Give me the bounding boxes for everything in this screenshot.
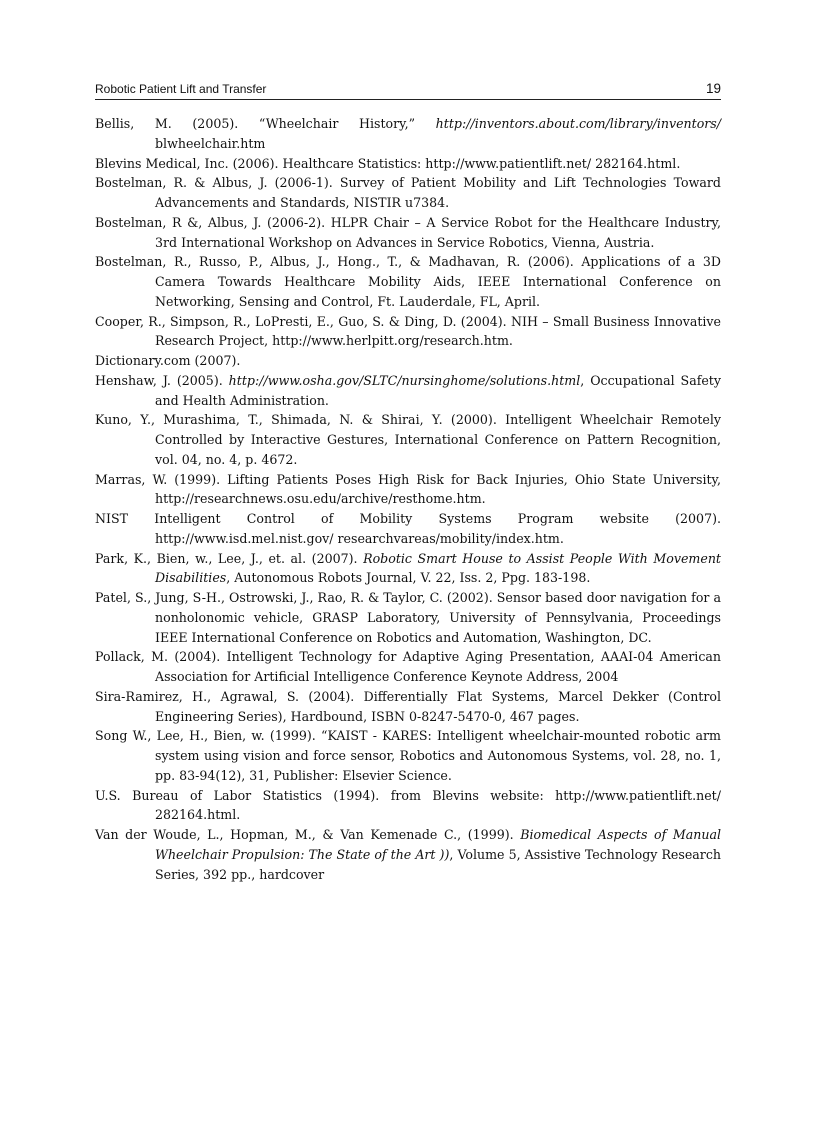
reference-entry: Henshaw, J. (2005). http://www.osha.gov/SLTC/nursinghome/solutions.html, Occupational Safety and Health Administration. [95, 372, 721, 408]
reference-entry: Blevins Medical, Inc. (2006). Healthcare Statistics: http://www.patientlift.net/ 282164.html. [95, 155, 681, 171]
reference-entry: Pollack, M. (2004). Intelligent Technology for Adaptive Aging Presentation, AAAI-04 American Association for Artificial Intelligence Conference Keynote Address, 2004 [95, 649, 721, 684]
reference-entry: U.S. Bureau of Labor Statistics (1994). from Blevins website: http://www.patientlift.net/ 282164.html. [95, 787, 721, 823]
running-header [95, 81, 721, 96]
reference-entry: Marras, W. (1999). Lifting Patients Poses High Risk for Back Injuries, Ohio State University, http://researchnews.osu.edu/archive/resthome.htm. [95, 471, 721, 507]
header-rule [95, 99, 721, 100]
reference-entry: Bostelman, R &, Albus, J. (2006-2). HLPR Chair – A Service Robot for the Healthcare Industry, 3rd International Workshop on Advances in Service Robotics, Vienna, Austria. [95, 214, 721, 250]
reference-entry: Park, K., Bien, w., Lee, J., et. al. (2007). Robotic Smart House to Assist People With Movement Disabilities, Autonomous Robots Journal, V. 22, Iss. 2, Ppg. 183-198. [95, 550, 721, 586]
reference-entry: Bostelman, R., Russo, P., Albus, J., Hong., T., & Madhavan, R. (2006). Applications of a 3D Camera Towards Healthcare Mobility Aids, IEEE International Conference on Networking, Sensing and Control, Ft. Lauderdale, FL, April. [95, 254, 721, 309]
reference-entry: Cooper, R., Simpson, R., LoPresti, E., Guo, S. & Ding, D. (2004). NIH – Small Business Innovative Research Project, http://www.herlpitt.org/research.htm. [95, 313, 721, 349]
reference-entry: Bostelman, R. & Albus, J. (2006-1). Survey of Patient Mobility and Lift Technologies Toward Advancements and Standards, NISTIR u7384. [95, 175, 721, 210]
reference-list [95, 114, 721, 884]
reference-entry: NIST Intelligent Control of Mobility Systems Program website (2007). http://www.isd.mel.nist.gov/ researchvareas/mobility/index.htm. [95, 511, 721, 546]
reference-entry: Sira-Ramirez, H., Agrawal, S. (2004). Differentially Flat Systems, Marcel Dekker (Control Engineering Series), Hardbound, ISBN 0-8247-5470-0, 467 pages. [95, 688, 721, 724]
reference-entry: Dictionary.com (2007). [95, 353, 241, 368]
reference-entry: Patel, S., Jung, S-H., Ostrowski, J., Rao, R. & Taylor, C. (2002). Sensor based door navigation for a nonholonomic vehicle, GRASP Laboratory, University of Pennsylvania, Proceedings IEEE International Conference on Robotics and Automation, Washington, DC. [95, 590, 721, 645]
reference-entry: Bellis, M. (2005). “Wheelchair History,” http://inventors.about.com/library/inventors/ blwheelchair.htm [95, 116, 721, 151]
reference-entry: Song W., Lee, H., Bien, w. (1999). “KAIST - KARES: Intelligent wheelchair-mounted robotic arm system using vision and force sensor, Robotics and Autonomous Systems, vol. 28, no. 1, pp. 83-94(12), 31, Publisher: Elsevier Science. [95, 728, 721, 783]
running-title: Robotic Patient Lift and Transfer [95, 82, 267, 96]
reference-entry: Van der Woude, L., Hopman, M., & Van Kemenade C., (1999). Biomedical Aspects of Manual Wheelchair Propulsion: The State of the Art )), Volume 5, Assistive Technology Research Series, 392 pp., hardcover [95, 827, 721, 882]
page-number: 19 [705, 81, 721, 96]
reference-entry: Kuno, Y., Murashima, T., Shimada, N. & Shirai, Y. (2000). Intelligent Wheelchair Remotely Controlled by Interactive Gestures, International Conference on Pattern Recognition, vol. 04, no. 4, p. 4672. [95, 412, 721, 467]
